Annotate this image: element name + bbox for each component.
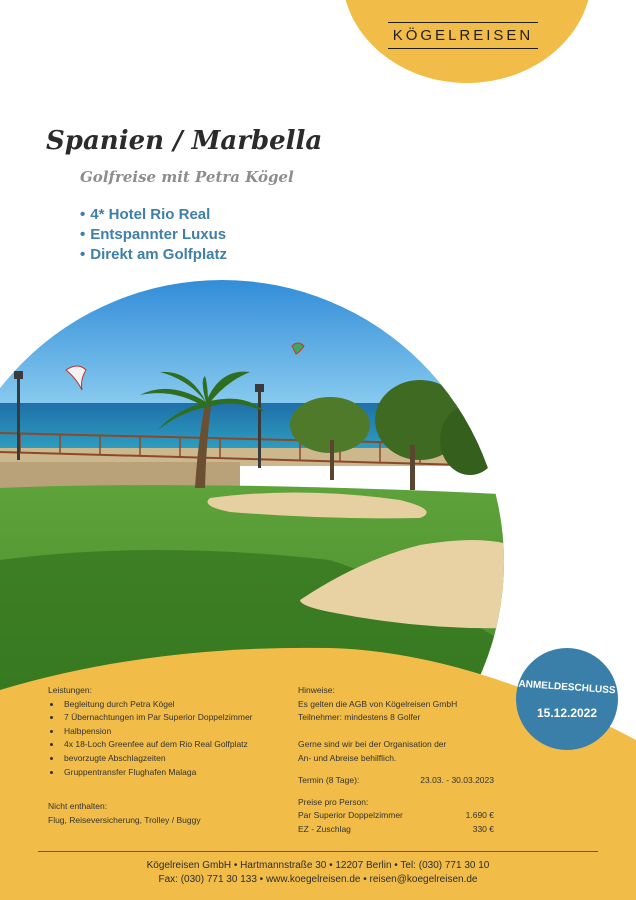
page-subtitle: Golfreise mit Petra Kögel <box>80 168 294 186</box>
feature-item: • Entspannter Luxus <box>80 225 227 245</box>
notes-section <box>298 684 498 766</box>
terms-section <box>298 774 494 836</box>
price-row <box>298 809 494 823</box>
feature-item: • 4* Hotel Rio Real <box>80 205 227 225</box>
price-value: 330 € <box>472 823 494 834</box>
deadline-badge <box>516 648 618 750</box>
service-item: • 7 Übernachtungen im Par Superior Doppelzimmer <box>62 711 280 725</box>
price-heading: Preise pro Person: <box>298 796 369 807</box>
price-value: 1.690 € <box>465 810 494 821</box>
footer <box>38 859 598 887</box>
footer-divider <box>38 851 598 852</box>
footer-contact: Fax: (030) 771 30 133 • www.koegelreisen.de • reisen@koegelreisen.de <box>158 874 478 885</box>
services-list <box>48 698 280 780</box>
notes-line: Teilnehmer: mindestens 8 Golfer <box>298 712 421 723</box>
price-label: Par Superior Doppelzimmer <box>298 810 403 821</box>
not-included-heading: Nicht enthalten: <box>48 801 108 811</box>
service-item: • Begleitung durch Petra Kögel <box>62 698 280 712</box>
date-row <box>298 774 494 788</box>
page-title: Spanien / Marbella <box>46 126 323 156</box>
deadline-label: ANMELDESCHLUSS <box>518 678 616 697</box>
not-included-section <box>48 800 280 827</box>
service-item: • 4x 18-Loch Greenfee auf dem Rio Real Golfplatz <box>62 738 280 752</box>
price-label: EZ - Zuschlag <box>298 823 351 834</box>
deadline-date: 15.12.2022 <box>536 706 598 720</box>
date-label: Termin (8 Tage): <box>298 775 360 785</box>
service-item: • Gruppentransfer Flughafen Malaga <box>62 766 280 780</box>
service-item: • Halbpension <box>62 725 280 739</box>
notes-line: Gerne sind wir bei der Organisation der <box>298 739 447 750</box>
notes-line: Es gelten die AGB von Kögelreisen GmbH <box>298 698 458 709</box>
not-included-text: Flug, Reiseversicherung, Trolley / Buggy <box>48 814 201 825</box>
services-section <box>48 684 280 779</box>
service-item: • bevorzugte Abschlagzeiten <box>62 752 280 766</box>
feature-item: • Direkt am Golfplatz <box>80 245 227 265</box>
notes-line: An- und Abreise behilflich. <box>298 752 397 763</box>
notes-heading: Hinweise: <box>298 685 335 695</box>
services-heading: Leistungen: <box>48 685 92 695</box>
brand-logo: KÖGELREISEN <box>388 22 538 49</box>
date-value: 23.03. - 30.03.2023 <box>420 775 494 785</box>
price-row <box>298 823 494 837</box>
footer-address: Kögelreisen GmbH • Hartmannstraße 30 • 12207 Berlin • Tel: (030) 771 30 10 <box>146 860 490 871</box>
